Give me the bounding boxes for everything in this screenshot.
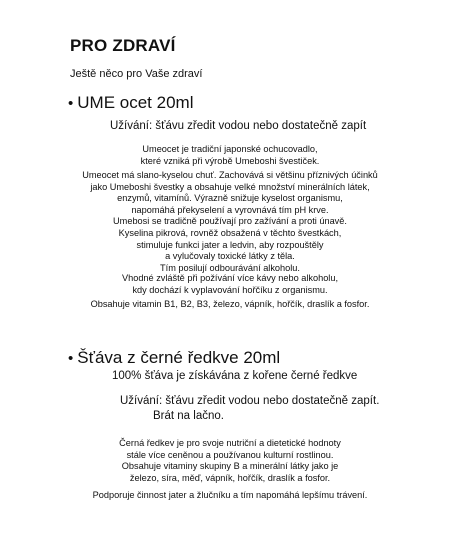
text-line: Umeocet je tradiční japonské ochucovadlo,	[142, 144, 318, 154]
product-heading-black-radish	[68, 348, 280, 368]
text-line: napomáhá překyselení a vyrovnává tím pH krve.	[131, 204, 329, 215]
paragraph-contents	[40, 299, 420, 311]
usage-instructions	[120, 394, 379, 424]
product-name: Šťáva z černé ředkve 20ml	[77, 348, 281, 367]
text-line: Podporuje činnost jater a žlučníku a tím napomáhá lepšímu trávení.	[92, 490, 368, 500]
paragraph-effects	[40, 170, 420, 274]
text-line: Obsahuje vitaminy skupiny B a minerální látky jako je	[121, 461, 339, 472]
text-line: a vylučovaly toxické látky z těla.	[165, 251, 295, 262]
text-line: Černá ředkev je pro svoje nutriční a dietetické hodnoty	[119, 438, 341, 448]
page-subtitle: Ještě něco pro Vaše zdraví	[70, 68, 203, 80]
source-line: 100% šťáva je získávána z kořene černé ředkve	[112, 370, 358, 382]
product-heading-ume-vinegar	[68, 93, 193, 113]
usage-instructions	[110, 119, 366, 134]
text-line: které vzniká při výrobě Umeboshi švestiček.	[140, 155, 320, 166]
text-line: železo, síra, měď, vápník, hořčík, draslík a fosfor.	[129, 472, 331, 483]
text-line: stále více ceněnou a používanou kulturní rostlinou.	[126, 449, 334, 460]
text-line: stimuluje funkci jater a ledvin, aby rozpouštěly	[136, 239, 324, 250]
text-line: Vhodné zvláště při požívání více kávy nebo alkoholu,	[121, 273, 339, 283]
usage-line: Užívání: šťávu zředit vodou nebo dostatečně zapít	[110, 120, 367, 132]
paragraph-benefit	[40, 490, 420, 502]
text-line: Umeocet má slano-kyselou chuť. Zachovává si většinu příznivých účinků	[82, 170, 378, 180]
page-title: PRO ZDRAVÍ	[70, 36, 176, 55]
text-line: kdy dochází k vyplavování hořčíku z organismu.	[132, 284, 328, 295]
product-name: UME ocet 20ml	[77, 93, 194, 112]
text-line: Tím posilují odbourávání alkoholu.	[160, 262, 300, 273]
usage-line: Brát na lačno.	[153, 410, 224, 422]
paragraph-intro	[40, 144, 420, 167]
text-line: Obsahuje vitamin B1, B2, B3, železo, vápník, hořčík, draslík a fosfor.	[90, 299, 370, 309]
text-line: Kyselina pikrová, rovněž obsažená v těchto švestkách,	[118, 227, 342, 238]
paragraph-description	[40, 438, 420, 484]
text-line: jako Umeboshi švestky a obsahuje velké množství minerálních látek,	[90, 181, 370, 192]
usage-line: Užívání: šťávu zředit vodou nebo dostatečně zapít.	[120, 395, 380, 407]
text-line: enzymů, vitamínů. Výrazně snižuje kyselost organismu,	[117, 193, 343, 204]
paragraph-recommendation	[40, 273, 420, 296]
bullet-icon: •	[68, 95, 74, 112]
text-line: Umebosi se tradičně používají pro zažívání a proti únavě.	[113, 216, 347, 227]
bullet-icon: •	[68, 350, 74, 367]
